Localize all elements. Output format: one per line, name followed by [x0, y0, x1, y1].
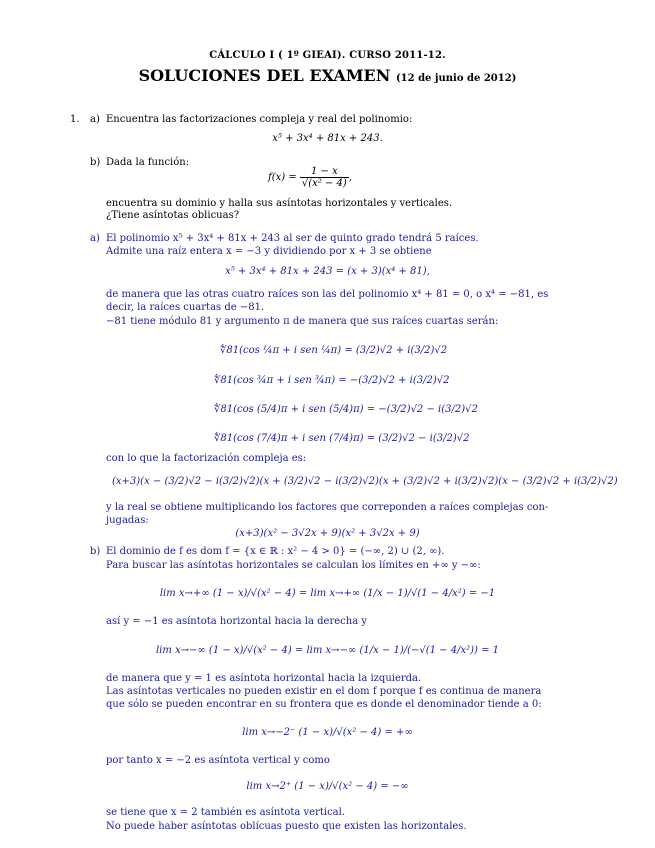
part-b-statement-3: ¿Tiene asíntotas oblicuas?	[106, 210, 240, 221]
limit-plus-infinity: lim x→+∞ (1 − x)/√(x² − 4) = lim x→+∞ (1/x − 1)/√(1 − 4/x²) = −1	[159, 588, 496, 599]
solution-a-line-6: con lo que la factorización compleja es:	[106, 453, 307, 464]
solution-a-line-4: decir, la raíces cuartas de −81.	[106, 302, 265, 313]
complex-factorization: (x+3)(x − (3/2)√2 − i(3/2)√2)(x + (3/2)√2 − i(3/2)√2)(x + (3/2)√2 + i(3/2)√2)(x − (3/2)√2 + i(3/2)√2)	[112, 476, 618, 487]
solution-a-line-8: jugadas:	[106, 515, 149, 526]
title-text: SOLUCIONES DEL EXAMEN	[138, 66, 391, 85]
solution-b-line-7: por tanto x = −2 es asíntota vertical y como	[106, 755, 330, 766]
solution-b-line-6: que sólo se pueden encontrar en su frontera que es donde el denominador tiende a 0:	[106, 699, 542, 710]
solution-b-line-8: se tiene que x = 2 también es asíntota vertical.	[106, 807, 346, 818]
solution-a-division: x⁵ + 3x⁴ + 81x + 243 = (x + 3)(x⁴ + 81),	[225, 266, 430, 277]
function-lhs: f(x) =	[268, 172, 297, 183]
function-denominator: √(x² − 4)	[301, 178, 347, 189]
root-4: ∜81(cos (7/4)π + i sen (7/4)π) = (3/2)√2 − i(3/2)√2	[214, 433, 470, 444]
page-title	[0, 66, 655, 85]
part-a-label: a)	[90, 114, 100, 125]
solution-b-line-5: Las asíntotas verticales no pueden existir en el dom f porque f es continua de manera	[106, 686, 542, 697]
part-b-label: b)	[90, 157, 101, 168]
solution-b-line-3: así y = −1 es asíntota horizontal hacia la derecha y	[106, 616, 367, 627]
solution-a-line-5: −81 tiene módulo 81 y argumento π de manera que sus raíces cuartas serán:	[106, 316, 499, 327]
solution-b-line-2: Para buscar las asíntotas horizontales se calculan los límites en +∞ y −∞:	[106, 560, 481, 571]
function-numerator: 1 − x	[300, 166, 349, 178]
part-a-polynomial: x⁵ + 3x⁴ + 81x + 243.	[272, 133, 383, 144]
solution-a-label: a)	[90, 233, 100, 244]
solution-a-line-7: y la real se obtiene multiplicando los factores que correponden a raíces complejas con-	[106, 502, 549, 513]
part-b-function	[268, 166, 352, 189]
root-3: ∜81(cos (5/4)π + i sen (5/4)π) = −(3/2)√2 − i(3/2)√2	[214, 404, 478, 415]
root-2: ∜81(cos ¾π + i sen ¾π) = −(3/2)√2 + i(3/2)√2	[214, 375, 450, 386]
part-a-statement: Encuentra las factorizaciones compleja y real del polinomio:	[106, 114, 413, 125]
part-b-statement: Dada la función:	[106, 157, 190, 168]
solution-b-line-1: El dominio de f es dom f = {x ∈ ℝ : x² − 4 > 0} = (−∞, 2) ∪ (2, ∞).	[106, 546, 445, 557]
root-1: ∜81(cos ¼π + i sen ¼π) = (3/2)√2 + i(3/2)√2	[220, 345, 448, 356]
limit-plus-two: lim x→2⁺ (1 − x)/√(x² − 4) = −∞	[246, 781, 409, 792]
limit-minus-two: lim x→−2⁻ (1 − x)/√(x² − 4) = +∞	[242, 727, 413, 738]
limit-minus-infinity: lim x→−∞ (1 − x)/√(x² − 4) = lim x→−∞ (1/x − 1)/(−√(1 − 4/x²)) = 1	[155, 645, 500, 656]
course-header: CÁLCULO I ( 1º GIEAI). CURSO 2011-12.	[209, 50, 446, 61]
solution-a-line-1: El polinomio x⁵ + 3x⁴ + 81x + 243 al ser de quinto grado tendrá 5 raíces.	[106, 233, 479, 244]
real-factorization: (x+3)(x² − 3√2x + 9)(x² + 3√2x + 9)	[235, 528, 420, 539]
problem-number: 1.	[70, 114, 80, 125]
solution-b-label: b)	[90, 546, 101, 557]
solution-b-line-4: de manera que y = 1 es asíntota horizontal hacia la izquierda.	[106, 673, 422, 684]
title-date: (12 de junio de 2012)	[395, 73, 517, 84]
solution-a-line-3: de manera que las otras cuatro raíces son las del polinomio x⁴ + 81 = 0, o x⁴ = −81, es	[106, 289, 549, 300]
function-end: ,	[348, 172, 352, 183]
function-fraction	[300, 166, 349, 189]
solution-a-line-2: Admite una raíz entera x = −3 y dividiendo por x + 3 se obtiene	[106, 246, 432, 257]
part-b-statement-2: encuentra su dominio y halla sus asíntotas horizontales y verticales.	[106, 198, 453, 209]
solution-b-line-9: No puede haber asíntotas oblícuas puesto que existen las horizontales.	[106, 821, 467, 832]
